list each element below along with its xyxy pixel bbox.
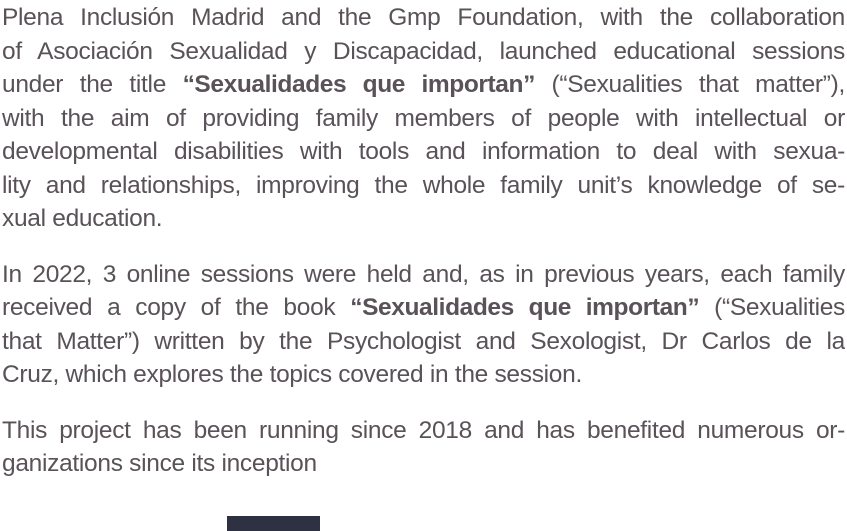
text-segment: (“Sexualities that matter”), — [534, 71, 845, 98]
text-line — [2, 258, 845, 292]
book-title-bold: “Sexualidades que importan” — [350, 294, 700, 321]
article-text — [2, 1, 845, 481]
text-line — [2, 291, 845, 325]
text-segment: Plena Inclusión Madrid and the Gmp Foundation, with the collaboration — [2, 4, 845, 31]
text-line — [2, 169, 845, 203]
paragraph — [2, 1, 845, 236]
text-segment: Cruz, which explores the topics covered in the session. — [2, 361, 582, 388]
text-line — [2, 202, 845, 236]
paragraph — [2, 258, 845, 392]
text-line — [2, 414, 845, 448]
text-segment: lity and relationships, improving the whole family unit’s knowledge of se- — [2, 171, 845, 199]
text-line — [2, 68, 845, 102]
text-line — [2, 35, 845, 69]
text-segment: received a copy of the book — [2, 294, 351, 321]
text-segment: that Matter”) written by the Psychologist and Sexologist, Dr Carlos de la — [2, 327, 845, 355]
text-segment: ganizations since its inception — [2, 450, 317, 477]
text-line — [2, 1, 845, 35]
text-segment: under the title — [2, 71, 183, 98]
text-segment: of Asociación Sexualidad y Discapacidad, launched educational sessions — [2, 37, 845, 65]
paragraph — [2, 414, 845, 481]
text-line — [2, 325, 845, 359]
text-segment: This project has been running since 2018 and has benefited numerous or- — [2, 416, 845, 444]
text-segment: (“Sexualities — [699, 294, 845, 321]
footer-bar — [227, 516, 320, 531]
text-line — [2, 135, 845, 169]
text-line — [2, 102, 845, 136]
text-segment: xual education. — [2, 205, 163, 232]
book-title-bold: “Sexualidades que importan” — [182, 71, 535, 98]
text-line — [2, 358, 845, 392]
text-segment: developmental disabilities with tools and information to deal with sexua- — [2, 138, 845, 165]
text-segment: In 2022, 3 online sessions were held and, as in previous years, each family — [2, 260, 845, 288]
text-line — [2, 447, 845, 481]
text-segment: with the aim of providing family members of people with intellectual or — [2, 104, 845, 132]
